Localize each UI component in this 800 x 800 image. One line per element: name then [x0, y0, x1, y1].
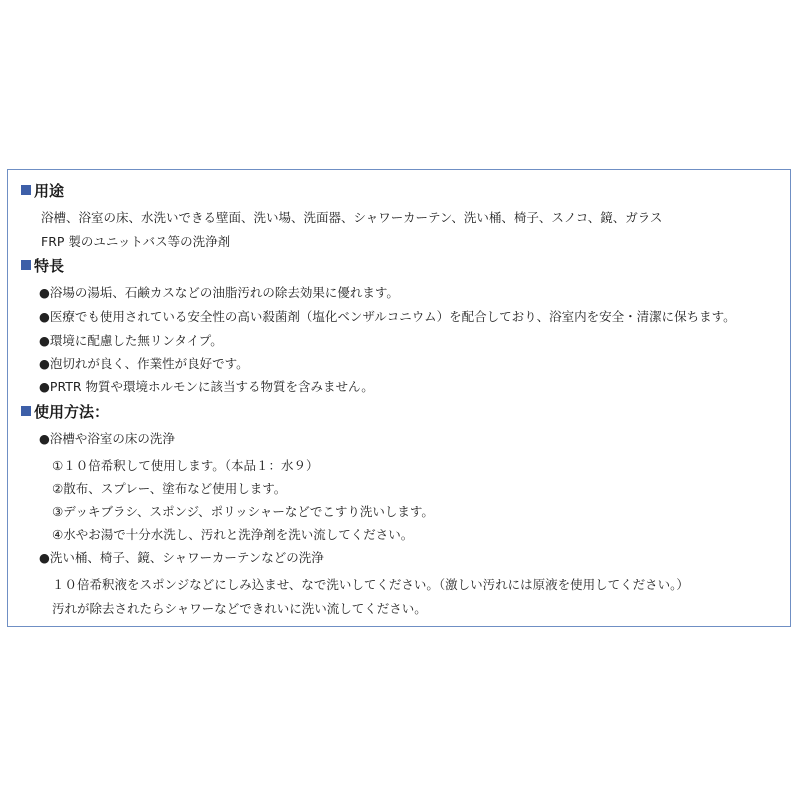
feature-item: ●医療でも使用されている安全性の高い殺菌剤（塩化ベンザルコニウム）を配合しており、浴室内を安全・清潔に保ちます。	[39, 309, 736, 324]
features-heading-text: 特長	[34, 256, 65, 275]
bath-step: ②散布、スプレー、塗布など使用します。	[52, 481, 287, 496]
square-bullet-icon	[21, 185, 31, 195]
usage-heading	[21, 181, 64, 199]
product-info-panel	[7, 169, 791, 627]
bath-step: ③デッキブラシ、スポンジ、ポリッシャーなどでこすり洗いします。	[52, 504, 434, 519]
feature-item: ●浴場の湯垢、石鹸カスなどの油脂汚れの除去効果に優れます。	[39, 285, 399, 300]
usage-line: FRP 製のユニットバス等の洗浄剤	[41, 234, 231, 249]
tub-cleaning-line: １０倍希釈液をスポンジなどにしみ込ませ、なで洗いしてください。（激しい汚れには原液を使用してください。）	[52, 577, 689, 592]
tub-cleaning-title: ●洗い桶、椅子、鏡、シャワーカーテンなどの洗浄	[39, 550, 324, 565]
bath-cleaning-title: ●浴槽や浴室の床の洗浄	[39, 431, 175, 446]
feature-item: ●PRTR 物質や環境ホルモンに該当する物質を含みません。	[39, 379, 374, 394]
method-heading	[21, 402, 109, 420]
features-heading	[21, 256, 64, 274]
tub-cleaning-line: 汚れが除去されたらシャワーなどできれいに洗い流してください。	[52, 601, 427, 616]
square-bullet-icon	[21, 406, 31, 416]
bath-step: ④水やお湯で十分水洗し、汚れと洗浄剤を洗い流してください。	[52, 527, 414, 542]
feature-item: ●環境に配慮した無リンタイプ。	[39, 333, 223, 348]
usage-heading-text: 用途	[34, 181, 65, 200]
usage-line: 浴槽、浴室の床、水洗いできる壁面、洗い場、洗面器、シャワーカーテン、洗い桶、椅子、スノコ、鏡、ガラス	[41, 210, 663, 225]
square-bullet-icon	[21, 260, 31, 270]
feature-item: ●泡切れが良く、作業性が良好です。	[39, 356, 249, 371]
method-heading-text: 使用方法：	[34, 402, 110, 421]
bath-step: ①１０倍希釈して使用します。（本品１：水９）	[52, 458, 319, 473]
